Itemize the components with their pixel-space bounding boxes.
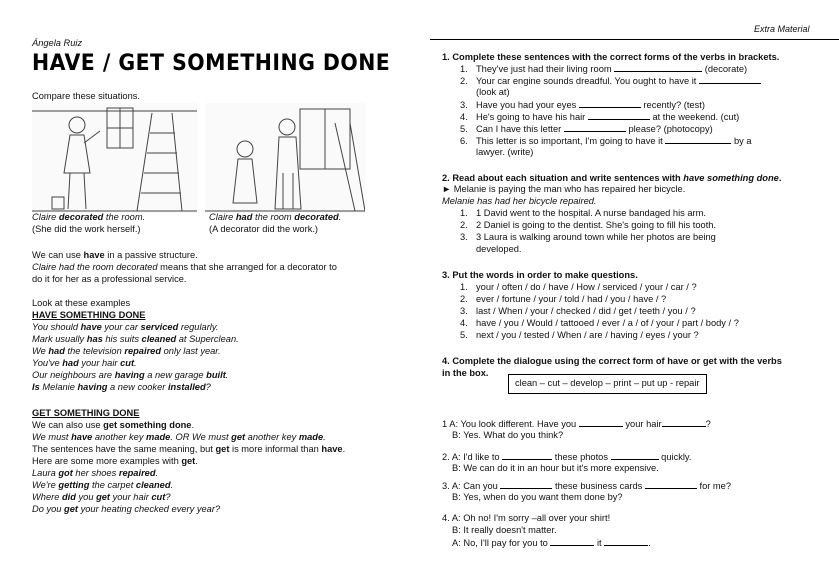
caption-2-line-2: (A decorator did the work.): [209, 224, 319, 234]
ex3-item-2: 2. ever / fortune / your / told / had / you / have / ?: [460, 294, 667, 304]
ex1-item-4: 4. He's going to have his hair at the weekend. (cut): [460, 112, 740, 122]
more-examples-text: Here are some more examples with get.: [32, 456, 198, 466]
verb-box: clean – cut – develop – print – put up - repair: [508, 374, 707, 394]
ex2-item-1: 1. 1 David went to the hospital. A nurse bandaged his arm.: [460, 208, 706, 218]
ex1-blank-2[interactable]: [699, 75, 761, 84]
caption-2-line-1: Claire had the room decorated.: [209, 212, 342, 222]
d3-blank-2[interactable]: [645, 480, 697, 489]
get-compare-line: We must have another key made. OR We must get another key made.: [32, 432, 326, 442]
have-example-6: Is Melanie having a new cooker installed?: [32, 382, 211, 392]
get-example-4: Do you get your heating checked every year?: [32, 504, 221, 514]
ex1-blank-1[interactable]: [614, 63, 702, 72]
ex3-item-5: 5. next / you / tested / When / are / having / eyes / your ?: [460, 330, 699, 340]
look-examples-text: Look at these examples: [32, 298, 131, 308]
d2-blank-1[interactable]: [502, 451, 552, 460]
d4-blank-2[interactable]: [604, 537, 648, 546]
passive-structure-text: We can use have in a passive structure.: [32, 250, 198, 260]
exercise-1-heading: 1. Complete these sentences with the correct forms of the verbs in brackets.: [442, 52, 780, 62]
exercise-2-heading: 2. Read about each situation and write sentences with have something done.: [442, 173, 782, 183]
dialogue-1-b: B: Yes. What do you think?: [452, 430, 564, 440]
ex1-item-2: 2. Your car engine sounds dreadful. You ought to have it: [460, 75, 761, 88]
exercise-4-heading-line-1: 4. Complete the dialogue using the correct form of have or get with the verbs: [442, 356, 782, 366]
dialogue-3-a: 3. A: Can you these business cards for me?: [442, 481, 732, 491]
ex2-example-answer: Melanie has had her bicycle repaired.: [442, 196, 597, 206]
ex1-blank-4[interactable]: [588, 111, 650, 120]
ex2-item-3: 3. 3 Laura is walking around town while her photos are being: [460, 232, 716, 242]
ex3-item-4: 4. have / you / Would / tattooed / ever / a / of / your / part / body / ?: [460, 318, 739, 328]
author-name: Ángela Ruiz: [32, 38, 83, 48]
dialogue-3-b: B: Yes, when do you want them done by?: [452, 492, 623, 502]
have-example-2: Mark usually has his suits cleaned at Superclean.: [32, 334, 239, 344]
ex3-item-1: 1. your / often / do / have / How / serviced / your / car / ?: [460, 282, 697, 292]
d3-blank-1[interactable]: [500, 480, 552, 489]
illustration-claire-decorator: [205, 103, 365, 213]
ex1-item-6-cont: lawyer. (write): [476, 147, 534, 157]
ex1-item-5: 5. Can I have this letter please? (photocopy): [460, 124, 713, 134]
ex1-blank-3[interactable]: [579, 99, 641, 108]
d1-blank-2[interactable]: [662, 418, 706, 427]
compare-text: Compare these situations.: [32, 91, 141, 101]
have-example-5: Our neighbours are having a new garage built.: [32, 370, 229, 380]
dialogue-2-b: B: We can do it in an hour but it's more expensive.: [452, 463, 659, 473]
ex1-item-2-cont: (look at): [476, 87, 510, 97]
d2-blank-2[interactable]: [611, 451, 659, 460]
ex1-blank-6[interactable]: [665, 135, 731, 144]
ex3-item-3: 3. last / When / your / checked / did / get / teeth / you / ?: [460, 306, 696, 316]
dialogue-4-b: B: It really doesn't matter.: [452, 525, 557, 535]
have-example-4: You've had your hair cut.: [32, 358, 137, 368]
d1-blank-1[interactable]: [579, 418, 623, 427]
dialogue-4-c: A: No, I'll pay for you to it .: [452, 538, 651, 548]
ex2-item-3-cont: developed.: [476, 244, 522, 254]
dialogue-1-a: 1 A: You look different. Have you your hair ?: [442, 419, 711, 429]
ex2-example: ► Melanie is paying the man who has repaired her bicycle.: [442, 184, 686, 194]
same-meaning-text: The sentences have the same meaning, but get is more informal than have.: [32, 444, 346, 454]
get-something-done-heading: GET SOMETHING DONE: [32, 408, 140, 418]
extra-material-label: Extra Material: [754, 24, 810, 34]
illustration-claire-decorating: [32, 103, 197, 213]
get-intro-text: We can also use get something done.: [32, 420, 195, 430]
d4-blank-1[interactable]: [550, 537, 594, 546]
ex1-item-1: 1. They've just had their living room (decorate): [460, 64, 748, 74]
means-text-line-2: do it for her as a professional service.: [32, 274, 187, 284]
means-text-line-1: Claire had the room decorated means that she arranged for a decorator to: [32, 262, 337, 272]
get-example-2: We're getting the carpet cleaned.: [32, 480, 174, 490]
page-title: HAVE / GET SOMETHING DONE: [32, 51, 391, 76]
have-something-done-heading: HAVE SOMETHING DONE: [32, 310, 146, 320]
header-rule: [430, 39, 839, 40]
ex1-item-3: 3. Have you had your eyes recently? (test): [460, 100, 705, 110]
get-example-1: Laura got her shoes repaired.: [32, 468, 159, 478]
exercise-4-heading-line-2: in the box.: [442, 368, 489, 378]
ex1-item-6: 6. This letter is so important, I'm going to have it by a: [460, 136, 752, 146]
caption-1-line-2: (She did the work herself.): [32, 224, 141, 234]
have-example-3: We had the television repaired only last year.: [32, 346, 221, 356]
have-example-1: You should have your car serviced regularly.: [32, 322, 219, 332]
get-example-3: Where did you get your hair cut?: [32, 492, 171, 502]
dialogue-4-a: 4. A: Oh no! I'm sorry –all over your shirt!: [442, 513, 611, 523]
ex2-item-2: 2. 2 Daniel is going to the dentist. She's going to fill his tooth.: [460, 220, 717, 230]
exercise-3-heading: 3. Put the words in order to make questions.: [442, 270, 638, 280]
ex1-blank-5[interactable]: [564, 123, 626, 132]
caption-1-line-1: Claire decorated the room.: [32, 212, 146, 222]
dialogue-2-a: 2. A: I'd like to these photos quickly.: [442, 452, 692, 462]
